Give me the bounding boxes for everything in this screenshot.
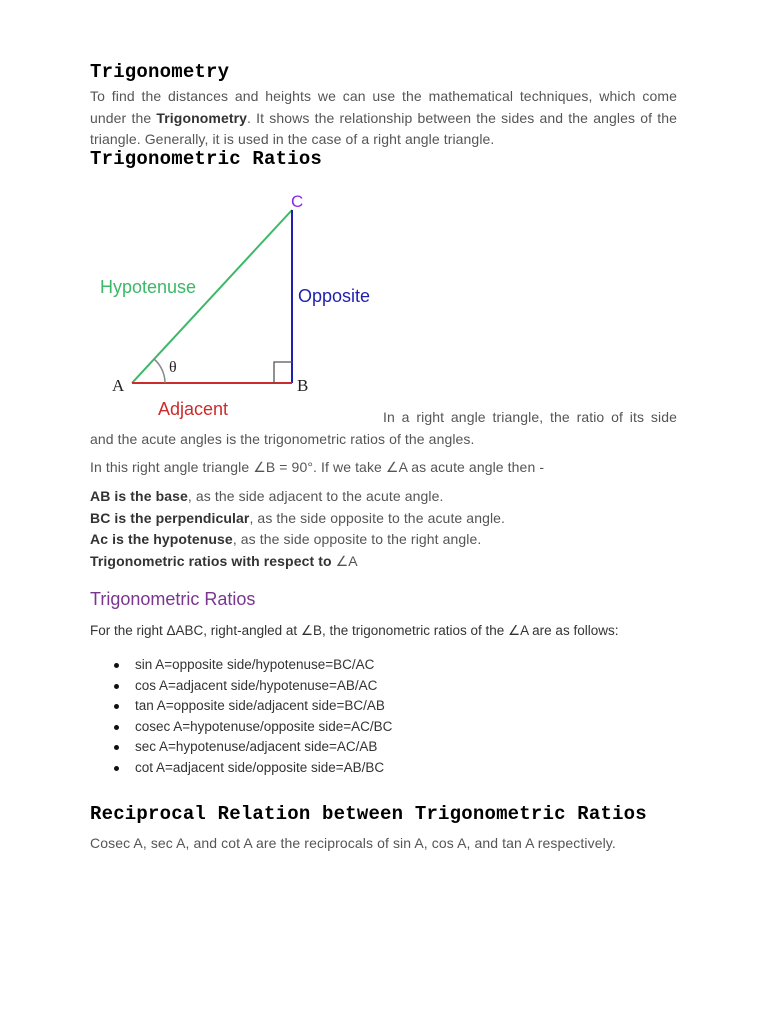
def-perpendicular-text: , as the side opposite to the acute angle. xyxy=(249,509,506,526)
list-item: tan A=opposite side/adjacent side=BC/AB xyxy=(135,696,392,717)
def-perpendicular-bold: BC is the perpendicular xyxy=(90,509,250,526)
opposite-label: Opposite xyxy=(298,286,371,306)
title-reciprocal-relation: Reciprocal Relation between Trigonometric Ratios xyxy=(90,803,647,825)
def-base xyxy=(90,486,677,508)
list-item: cos A=adjacent side/hypotenuse=AB/AC xyxy=(135,676,392,697)
adjacent-label: Adjacent xyxy=(158,399,229,419)
def-hypotenuse xyxy=(90,529,677,551)
title-trigonometry: Trigonometry xyxy=(90,61,230,83)
vertex-a-label: A xyxy=(112,376,125,395)
list-item: sec A=hypotenuse/adjacent side=AC/AB xyxy=(135,737,392,758)
triangle-figure xyxy=(90,182,390,422)
section-intro: For the right ΔABC, right-angled at ∠B, the trigonometric ratios of the ∠A are as follows: xyxy=(90,623,619,638)
section-title-ratios: Trigonometric Ratios xyxy=(90,589,256,609)
intro-text-2: . It shows the relationship between the sides and the angles of the triangle. Generally, it is used in the case of a right angle triangle. xyxy=(90,109,677,147)
right-angle-marker xyxy=(274,362,292,383)
acute-angle-line: In this right angle triangle ∠B = 90°. If we take ∠A as acute angle then - xyxy=(90,459,545,475)
def-base-bold: AB is the base xyxy=(90,488,188,504)
respect-text: ∠A xyxy=(335,552,358,569)
list-item: sin A=opposite side/hypotenuse=BC/AC xyxy=(135,655,392,676)
reciprocal-paragraph: Cosec A, sec A, and cot A are the reciprocals of sin A, cos A, and tan A respectively. xyxy=(90,835,616,851)
def-base-text: , as the side adjacent to the acute angle. xyxy=(187,488,444,504)
vertex-c-label: C xyxy=(291,192,304,211)
ratios-respect-line xyxy=(90,551,677,573)
title-trigonometric-ratios: Trigonometric Ratios xyxy=(90,148,323,170)
figure-caption: In a right angle triangle, the ratio of its side and the acute angles is the trigonometric ratios of the angles. xyxy=(90,409,677,447)
triangle-diagram xyxy=(90,182,390,422)
hypotenuse-label: Hypotenuse xyxy=(100,277,197,297)
def-hypotenuse-text: , as the side opposite to the right angle. xyxy=(232,531,482,547)
vertex-b-label: B xyxy=(297,376,309,395)
list-item: cosec A=hypotenuse/opposite side=AC/BC xyxy=(135,717,392,738)
intro-text-1: To find the distances and heights we can use the mathematical techniques, which come under the xyxy=(90,88,677,126)
intro-bold: Trigonometry xyxy=(156,109,248,126)
side-definitions xyxy=(90,486,677,572)
ratio-list xyxy=(90,655,392,778)
def-perpendicular xyxy=(90,508,677,530)
intro-paragraph xyxy=(90,86,677,151)
list-item: cot A=adjacent side/opposite side=AB/BC xyxy=(135,758,392,779)
theta-label: θ xyxy=(169,359,177,376)
theta-arc xyxy=(154,359,165,383)
respect-bold: Trigonometric ratios with respect to xyxy=(90,552,336,569)
def-hypotenuse-bold: Ac is the hypotenuse xyxy=(90,531,233,547)
